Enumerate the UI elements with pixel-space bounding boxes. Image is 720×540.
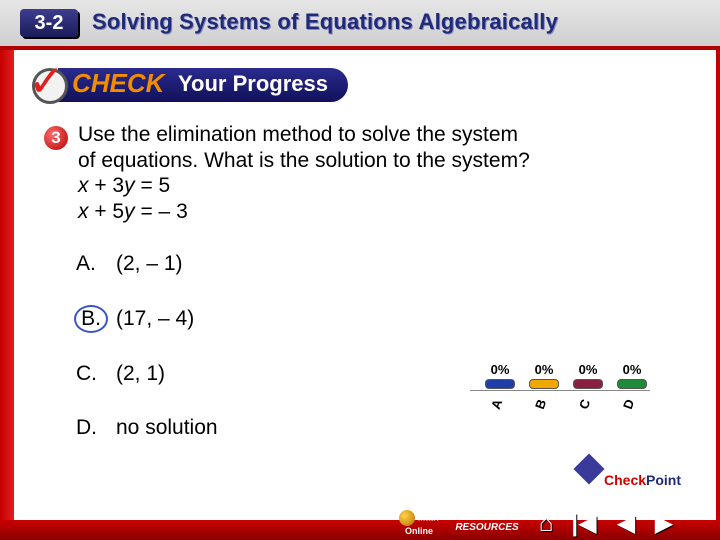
response-label-a: A xyxy=(488,397,506,412)
choice-b-letter: B. xyxy=(76,307,106,331)
choice-d[interactable] xyxy=(76,416,218,440)
first-slide-icon[interactable]: |◀ xyxy=(571,510,597,537)
response-bar-c xyxy=(573,379,603,389)
response-pct-d: 0% xyxy=(622,362,642,377)
response-label-d: D xyxy=(620,397,638,412)
response-pct-b: 0% xyxy=(534,362,554,377)
left-accent-bar xyxy=(0,50,14,520)
eq1-mid: + 3 xyxy=(88,174,125,197)
response-col-c xyxy=(568,362,608,389)
equation-1 xyxy=(78,173,698,199)
choice-d-letter: D. xyxy=(76,416,97,439)
response-bar-d xyxy=(617,379,647,389)
eq1-y: y xyxy=(124,174,135,197)
equation-2 xyxy=(78,199,698,225)
response-label-b: B xyxy=(532,397,550,412)
response-pct-c: 0% xyxy=(578,362,598,377)
choice-a-text: (2, – 1) xyxy=(116,252,183,275)
response-label-c: C xyxy=(576,397,594,412)
eq1-rhs: = 5 xyxy=(134,174,171,197)
header-bar xyxy=(0,0,720,50)
right-edge-bar xyxy=(716,50,720,520)
question-number: 3 xyxy=(44,126,68,150)
check-your-progress-banner xyxy=(28,57,348,106)
response-col-b xyxy=(524,362,564,389)
choice-a[interactable] xyxy=(76,252,183,276)
checkpoint-point-text: Point xyxy=(646,472,682,488)
globe-icon xyxy=(399,510,415,526)
checkpoint-check-text: Check xyxy=(604,472,647,488)
response-bar-a xyxy=(485,379,515,389)
checkmark-icon: ✓ xyxy=(28,57,65,106)
previous-slide-icon[interactable]: ◀ xyxy=(616,510,636,537)
choice-c-letter: C. xyxy=(76,362,97,385)
banner-progress-text: Your Progress xyxy=(178,71,328,96)
checkpoint-icon xyxy=(573,453,604,484)
math-online-button[interactable] xyxy=(396,510,442,538)
next-slide-icon[interactable]: ▶ xyxy=(654,510,674,537)
response-chart xyxy=(470,362,660,432)
lesson-number-badge: 3-2 xyxy=(20,9,78,37)
eq2-rhs: = – 3 xyxy=(134,199,188,223)
eq2-x: x xyxy=(78,199,89,223)
choice-b-text: (17, – 4) xyxy=(116,307,195,330)
chapter-label: Chapter xyxy=(468,510,506,521)
home-icon[interactable]: ⌂ xyxy=(538,510,554,537)
choice-b[interactable] xyxy=(76,307,194,331)
choice-c[interactable] xyxy=(76,362,165,386)
chapter-resources-button[interactable] xyxy=(452,510,522,538)
checkpoint-text xyxy=(604,472,681,488)
question-text xyxy=(78,122,698,224)
response-pct-a: 0% xyxy=(490,362,510,377)
eq2-mid: + 5 xyxy=(88,199,125,223)
eq2-y: y xyxy=(124,199,135,223)
choice-d-text: no solution xyxy=(116,416,218,439)
eq1-x: x xyxy=(78,174,89,197)
question-line-2: of equations. What is the solution to the system? xyxy=(78,148,530,172)
response-bar-b xyxy=(529,379,559,389)
response-col-d xyxy=(612,362,652,389)
choice-a-letter: A. xyxy=(76,252,96,275)
choice-c-text: (2, 1) xyxy=(116,362,166,385)
math-online-label: Math Online xyxy=(404,512,439,536)
banner-check-text: CHECK xyxy=(72,68,165,98)
response-axis xyxy=(470,390,650,391)
resources-label: RESOURCES xyxy=(455,522,519,533)
lesson-title: Solving Systems of Equations Algebraically xyxy=(92,9,559,34)
question-line-1: Use the elimination method to solve the system xyxy=(78,123,519,146)
response-col-a xyxy=(480,362,520,389)
